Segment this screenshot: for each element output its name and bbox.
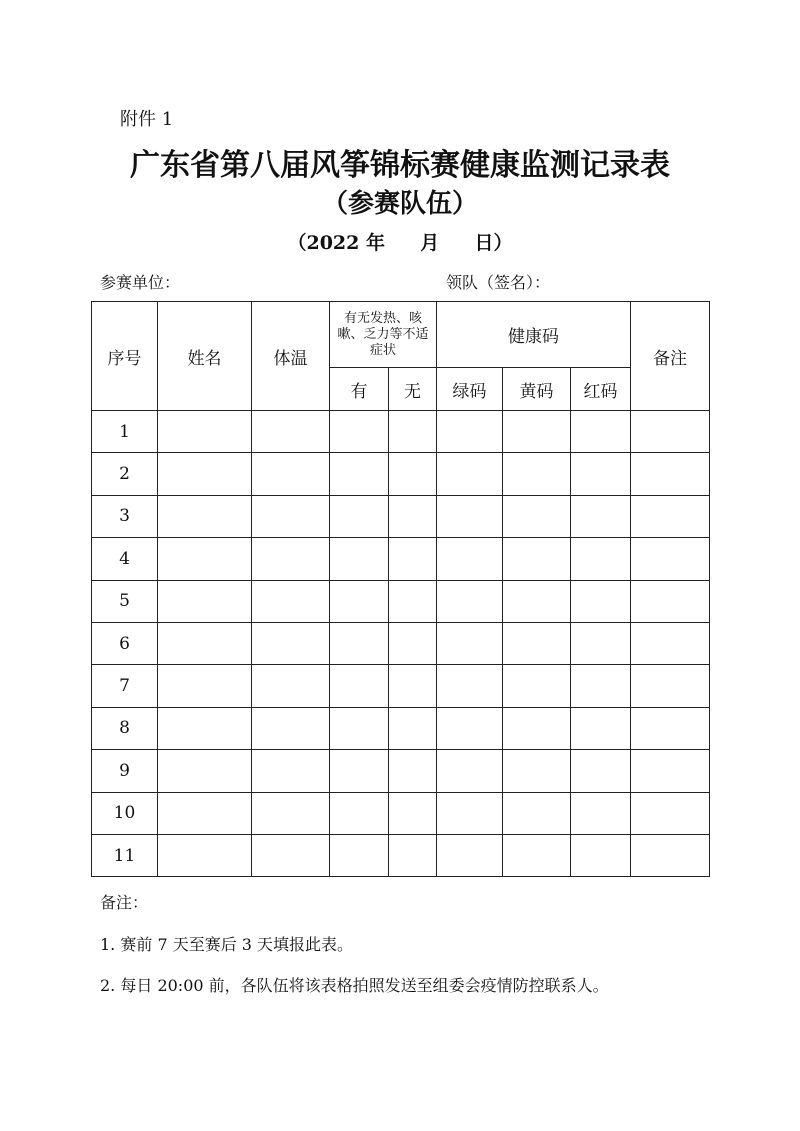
name-cell[interactable] xyxy=(158,580,252,622)
red-code-cell[interactable] xyxy=(571,411,631,453)
header-symptoms: 有无发热、咳嗽、乏力等不适症状 xyxy=(330,302,437,368)
yellow-code-cell[interactable] xyxy=(503,665,571,707)
symptom-no-cell[interactable] xyxy=(389,665,437,707)
row-index: 8 xyxy=(92,707,158,749)
symptom-yes-cell[interactable] xyxy=(330,707,389,749)
yellow-code-cell[interactable] xyxy=(503,580,571,622)
green-code-cell[interactable] xyxy=(437,750,503,792)
name-cell[interactable] xyxy=(158,792,252,834)
yellow-code-cell[interactable] xyxy=(503,538,571,580)
symptom-yes-cell[interactable] xyxy=(330,538,389,580)
table-row xyxy=(92,792,710,834)
temperature-cell[interactable] xyxy=(252,750,330,792)
green-code-cell[interactable] xyxy=(437,707,503,749)
yellow-code-cell[interactable] xyxy=(503,707,571,749)
yellow-code-cell[interactable] xyxy=(503,453,571,495)
temperature-cell[interactable] xyxy=(252,495,330,537)
red-code-cell[interactable] xyxy=(571,622,631,664)
red-code-cell[interactable] xyxy=(571,750,631,792)
name-cell[interactable] xyxy=(158,495,252,537)
temperature-cell[interactable] xyxy=(252,665,330,707)
symptom-yes-cell[interactable] xyxy=(330,750,389,792)
notes-heading: 备注： xyxy=(100,893,149,912)
remarks-cell[interactable] xyxy=(631,665,710,707)
green-code-cell[interactable] xyxy=(437,792,503,834)
date-month: 月 xyxy=(420,232,440,254)
remarks-cell[interactable] xyxy=(631,622,710,664)
unit-label: 参赛单位： xyxy=(100,273,181,292)
row-index: 4 xyxy=(92,538,158,580)
date-line xyxy=(0,228,800,255)
leader-signature-label: 领队（签名）： xyxy=(446,273,551,292)
remarks-cell[interactable] xyxy=(631,750,710,792)
header-name: 姓名 xyxy=(158,302,252,411)
green-code-cell[interactable] xyxy=(437,580,503,622)
table-row xyxy=(92,834,710,876)
green-code-cell[interactable] xyxy=(437,538,503,580)
remarks-cell[interactable] xyxy=(631,707,710,749)
note-item: 1. 赛前 7 天至赛后 3 天填报此表。 xyxy=(100,935,354,954)
date-year: （2022 年 xyxy=(287,232,385,254)
row-index: 11 xyxy=(92,834,158,876)
note-item: 2. 每日 20:00 前，各队伍将该表格拍照发送至组委会疫情防控联系人。 xyxy=(100,976,609,995)
header-green-code: 绿码 xyxy=(437,368,503,411)
row-index: 3 xyxy=(92,495,158,537)
table-row xyxy=(92,411,710,453)
red-code-cell[interactable] xyxy=(571,453,631,495)
table-row xyxy=(92,750,710,792)
header-symptom-yes: 有 xyxy=(330,368,389,411)
yellow-code-cell[interactable] xyxy=(503,750,571,792)
row-index: 10 xyxy=(92,792,158,834)
green-code-cell[interactable] xyxy=(437,495,503,537)
remarks-cell[interactable] xyxy=(631,580,710,622)
temperature-cell[interactable] xyxy=(252,622,330,664)
symptom-no-cell[interactable] xyxy=(389,453,437,495)
table-row xyxy=(92,622,710,664)
header-yellow-code: 黄码 xyxy=(503,368,571,411)
row-index: 2 xyxy=(92,453,158,495)
yellow-code-cell[interactable] xyxy=(503,622,571,664)
header-red-code: 红码 xyxy=(571,368,631,411)
red-code-cell[interactable] xyxy=(571,707,631,749)
remarks-cell[interactable] xyxy=(631,453,710,495)
yellow-code-cell[interactable] xyxy=(503,792,571,834)
name-cell[interactable] xyxy=(158,622,252,664)
name-cell[interactable] xyxy=(158,665,252,707)
symptom-yes-cell[interactable] xyxy=(330,792,389,834)
remarks-cell[interactable] xyxy=(631,495,710,537)
green-code-cell[interactable] xyxy=(437,411,503,453)
symptom-yes-cell[interactable] xyxy=(330,665,389,707)
header-health-code: 健康码 xyxy=(437,302,631,368)
red-code-cell[interactable] xyxy=(571,792,631,834)
symptom-no-cell[interactable] xyxy=(389,411,437,453)
row-index: 1 xyxy=(92,411,158,453)
name-cell[interactable] xyxy=(158,750,252,792)
table-row xyxy=(92,453,710,495)
yellow-code-cell[interactable] xyxy=(503,834,571,876)
remarks-cell[interactable] xyxy=(631,411,710,453)
date-day: 日） xyxy=(474,232,513,254)
temperature-cell[interactable] xyxy=(252,792,330,834)
symptom-yes-cell[interactable] xyxy=(330,495,389,537)
symptom-no-cell[interactable] xyxy=(389,538,437,580)
green-code-cell[interactable] xyxy=(437,665,503,707)
row-index: 9 xyxy=(92,750,158,792)
document-subtitle: （参赛队伍） xyxy=(321,189,478,219)
table-row xyxy=(92,580,710,622)
symptom-yes-cell[interactable] xyxy=(330,411,389,453)
yellow-code-cell[interactable] xyxy=(503,495,571,537)
symptom-no-cell[interactable] xyxy=(389,495,437,537)
name-cell[interactable] xyxy=(158,411,252,453)
symptom-yes-cell[interactable] xyxy=(330,834,389,876)
green-code-cell[interactable] xyxy=(437,834,503,876)
table-row xyxy=(92,495,710,537)
remarks-cell[interactable] xyxy=(631,792,710,834)
symptom-no-cell[interactable] xyxy=(389,750,437,792)
symptom-no-cell[interactable] xyxy=(389,707,437,749)
name-cell[interactable] xyxy=(158,538,252,580)
table-row xyxy=(92,538,710,580)
temperature-cell[interactable] xyxy=(252,453,330,495)
remarks-cell[interactable] xyxy=(631,834,710,876)
document-title: 广东省第八届风筝锦标赛健康监测记录表 xyxy=(130,148,670,183)
health-record-table xyxy=(91,301,710,877)
red-code-cell[interactable] xyxy=(571,495,631,537)
symptom-yes-cell[interactable] xyxy=(330,453,389,495)
yellow-code-cell[interactable] xyxy=(503,411,571,453)
name-cell[interactable] xyxy=(158,453,252,495)
table-row xyxy=(92,707,710,749)
symptom-yes-cell[interactable] xyxy=(330,580,389,622)
symptom-no-cell[interactable] xyxy=(389,580,437,622)
table-row xyxy=(92,665,710,707)
red-code-cell[interactable] xyxy=(571,665,631,707)
red-code-cell[interactable] xyxy=(571,834,631,876)
symptom-yes-cell[interactable] xyxy=(330,622,389,664)
temperature-cell[interactable] xyxy=(252,538,330,580)
attachment-label: 附件 1 xyxy=(120,109,174,130)
header-symptom-no: 无 xyxy=(389,368,437,411)
symptom-no-cell[interactable] xyxy=(389,792,437,834)
header-temperature: 体温 xyxy=(252,302,330,411)
name-cell[interactable] xyxy=(158,834,252,876)
header-remarks: 备注 xyxy=(631,302,710,411)
green-code-cell[interactable] xyxy=(437,622,503,664)
name-cell[interactable] xyxy=(158,707,252,749)
symptom-no-cell[interactable] xyxy=(389,834,437,876)
temperature-cell[interactable] xyxy=(252,707,330,749)
green-code-cell[interactable] xyxy=(437,453,503,495)
row-index: 7 xyxy=(92,665,158,707)
temperature-cell[interactable] xyxy=(252,580,330,622)
row-index: 5 xyxy=(92,580,158,622)
symptom-no-cell[interactable] xyxy=(389,622,437,664)
red-code-cell[interactable] xyxy=(571,580,631,622)
temperature-cell[interactable] xyxy=(252,834,330,876)
red-code-cell[interactable] xyxy=(571,538,631,580)
table-body xyxy=(92,411,710,877)
row-index: 6 xyxy=(92,622,158,664)
remarks-cell[interactable] xyxy=(631,538,710,580)
temperature-cell[interactable] xyxy=(252,411,330,453)
header-index: 序号 xyxy=(92,302,158,411)
